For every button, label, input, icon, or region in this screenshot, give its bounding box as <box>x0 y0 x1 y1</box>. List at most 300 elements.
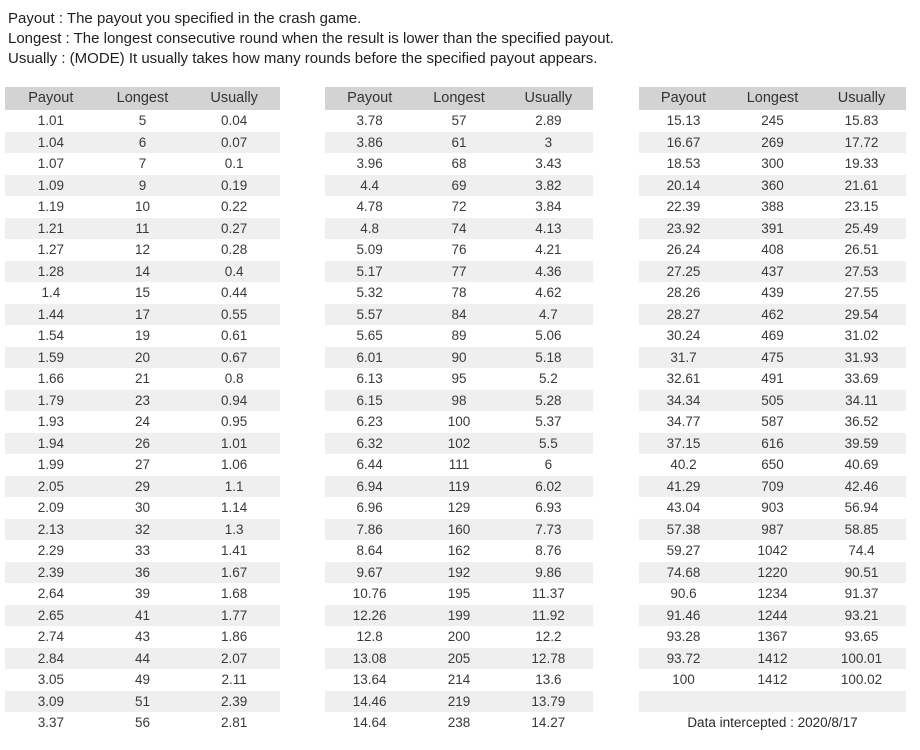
cell-usually: 74.4 <box>848 543 875 558</box>
table-row <box>639 476 906 498</box>
cell-payout: 34.77 <box>666 414 701 429</box>
cell-longest: 462 <box>728 304 817 326</box>
cell-usually: 1.41 <box>221 543 248 558</box>
column-header-usually: Usually <box>188 87 280 110</box>
cell-payout: 93.28 <box>666 629 701 644</box>
table-row <box>639 196 906 218</box>
table-row <box>639 669 906 691</box>
cell-payout: 9.67 <box>325 562 414 584</box>
cell-longest: 475 <box>728 347 817 369</box>
cell-usually: 5.18 <box>504 347 593 369</box>
table-row <box>639 519 906 541</box>
cell-payout: 34.34 <box>639 390 728 412</box>
table-row <box>325 669 593 691</box>
cell-payout: 15.13 <box>666 113 701 128</box>
table-row <box>639 390 906 412</box>
cell-payout: 2.65 <box>5 605 97 627</box>
cell-longest: 74 <box>414 218 503 240</box>
cell-usually: 1.14 <box>221 500 248 515</box>
cell-longest: 505 <box>728 390 817 412</box>
cell-usually: 0.95 <box>221 414 248 429</box>
cell-usually: 6 <box>544 457 553 472</box>
cell-payout: 3.78 <box>356 113 383 128</box>
cell-longest: 6 <box>97 132 189 154</box>
empty-cell <box>817 691 906 713</box>
cell-payout: 2.29 <box>37 543 64 558</box>
cell-longest: 68 <box>451 156 467 171</box>
empty-row <box>639 691 906 713</box>
table-row <box>325 626 593 648</box>
cell-longest: 650 <box>761 457 784 472</box>
cell-usually: 13.79 <box>504 691 593 713</box>
table-row <box>5 282 280 304</box>
cell-longest: 56 <box>134 715 150 730</box>
cell-usually: 0.67 <box>188 347 280 369</box>
table-row <box>5 325 280 347</box>
cell-longest: 192 <box>414 562 503 584</box>
table-row <box>325 454 593 476</box>
tables-container <box>0 87 920 734</box>
cell-longest: 90 <box>414 347 503 369</box>
cell-longest: 1367 <box>757 629 788 644</box>
table-row <box>639 239 906 261</box>
table-row <box>639 304 906 326</box>
cell-longest: 199 <box>414 605 503 627</box>
table-row <box>5 433 280 455</box>
cell-payout: 5.09 <box>356 242 383 257</box>
cell-longest: 14 <box>97 261 189 283</box>
cell-usually: 1.77 <box>188 605 280 627</box>
cell-payout: 6.32 <box>325 433 414 455</box>
cell-usually: 100.01 <box>817 648 906 670</box>
table-row <box>5 583 280 605</box>
cell-longest: 33 <box>134 543 150 558</box>
cell-usually: 1.68 <box>221 586 248 601</box>
cell-payout: 1.79 <box>5 390 97 412</box>
cell-usually: 3.82 <box>504 175 593 197</box>
cell-payout: 6.01 <box>325 347 414 369</box>
cell-longest: 388 <box>761 199 784 214</box>
cell-longest: 439 <box>761 285 784 300</box>
cell-payout: 22.39 <box>666 199 701 214</box>
cell-longest: 57 <box>451 113 467 128</box>
table-row <box>639 175 906 197</box>
cell-payout: 43.04 <box>666 500 701 515</box>
table-row <box>639 540 906 562</box>
header-row <box>5 87 280 110</box>
cell-usually: 25.49 <box>817 218 906 240</box>
cell-usually: 1.1 <box>188 476 280 498</box>
cell-longest: 160 <box>414 519 503 541</box>
cell-longest: 214 <box>447 672 471 687</box>
description <box>0 0 920 69</box>
table-row <box>325 261 593 283</box>
cell-longest: 119 <box>414 476 503 498</box>
cell-payout: 1.44 <box>5 304 97 326</box>
column-header-payout: Payout <box>5 87 97 110</box>
header-row <box>639 87 906 110</box>
cell-payout: 8.64 <box>356 543 383 558</box>
cell-payout: 6.94 <box>325 476 414 498</box>
cell-longest: 709 <box>728 476 817 498</box>
cell-usually: 15.83 <box>844 113 879 128</box>
cell-longest: 43 <box>134 629 150 644</box>
description-line-usually: Usually : (MODE) It usually takes how many rounds before the specified payout appears. <box>8 50 598 67</box>
table-row <box>5 132 280 154</box>
table-row <box>5 368 280 390</box>
cell-usually: 93.65 <box>844 629 879 644</box>
cell-longest: 17 <box>97 304 189 326</box>
cell-payout: 74.68 <box>639 562 728 584</box>
cell-longest: 26 <box>97 433 189 455</box>
payout-stats-table-3 <box>639 87 906 734</box>
table-row <box>5 562 280 584</box>
cell-longest: 10 <box>134 199 150 214</box>
cell-usually: 90.51 <box>817 562 906 584</box>
cell-longest: 72 <box>451 199 467 214</box>
cell-longest: 616 <box>728 433 817 455</box>
cell-payout: 3.05 <box>37 672 64 687</box>
cell-payout: 40.2 <box>670 457 697 472</box>
table-row <box>639 648 906 670</box>
cell-usually: 0.19 <box>188 175 280 197</box>
cell-usually: 0.28 <box>221 242 248 257</box>
cell-usually: 4.7 <box>504 304 593 326</box>
payout-stats-table-2 <box>325 87 593 734</box>
cell-payout: 27.25 <box>639 261 728 283</box>
column-header-longest: Longest <box>97 87 189 110</box>
cell-usually: 5.5 <box>504 433 593 455</box>
cell-longest: 205 <box>414 648 503 670</box>
cell-usually: 0.22 <box>221 199 248 214</box>
column-header-longest: Longest <box>728 87 817 110</box>
cell-usually: 0.27 <box>188 218 280 240</box>
table-row <box>325 218 593 240</box>
cell-usually: 100.02 <box>840 672 883 687</box>
cell-usually: 1.01 <box>188 433 280 455</box>
cell-payout: 5.65 <box>356 328 383 343</box>
table-row <box>639 605 906 627</box>
cell-payout: 31.7 <box>639 347 728 369</box>
cell-longest: 360 <box>728 175 817 197</box>
cell-payout: 28.26 <box>666 285 701 300</box>
cell-longest: 84 <box>414 304 503 326</box>
cell-longest: 1412 <box>757 672 788 687</box>
cell-longest: 29 <box>97 476 189 498</box>
cell-payout: 1.28 <box>5 261 97 283</box>
cell-longest: 129 <box>447 500 471 515</box>
table-row <box>5 411 280 433</box>
empty-cell <box>728 691 817 713</box>
cell-longest: 238 <box>447 715 471 730</box>
table-row <box>639 325 906 347</box>
cell-usually: 27.53 <box>817 261 906 283</box>
cell-payout: 12.26 <box>325 605 414 627</box>
table-row <box>325 347 593 369</box>
table-row <box>325 196 593 218</box>
cell-usually: 12.2 <box>535 629 562 644</box>
table-row <box>325 433 593 455</box>
table-row <box>639 153 906 175</box>
cell-usually: 0.1 <box>224 156 244 171</box>
cell-longest: 219 <box>414 691 503 713</box>
table-row <box>639 261 906 283</box>
table-row <box>639 110 906 132</box>
cell-usually: 5.06 <box>535 328 562 343</box>
description-line-payout: Payout : The payout you specified in the crash game. <box>8 10 362 27</box>
table-row <box>325 175 593 197</box>
table-row <box>325 110 593 132</box>
cell-usually: 6.02 <box>504 476 593 498</box>
cell-longest: 77 <box>414 261 503 283</box>
cell-payout: 23.92 <box>639 218 728 240</box>
cell-usually: 91.37 <box>844 586 879 601</box>
cell-usually: 0.04 <box>221 113 248 128</box>
cell-payout: 5.32 <box>356 285 383 300</box>
cell-payout: 1.66 <box>37 371 64 386</box>
cell-usually: 0.44 <box>221 285 248 300</box>
cell-usually: 9.86 <box>504 562 593 584</box>
cell-longest: 20 <box>97 347 189 369</box>
cell-payout: 10.76 <box>352 586 387 601</box>
cell-longest: 15 <box>134 285 150 300</box>
cell-longest: 300 <box>761 156 784 171</box>
cell-payout: 2.39 <box>5 562 97 584</box>
table-row <box>5 540 280 562</box>
cell-usually: 93.21 <box>817 605 906 627</box>
cell-payout: 1.09 <box>5 175 97 197</box>
cell-payout: 57.38 <box>639 519 728 541</box>
table-row <box>325 304 593 326</box>
table-row <box>325 605 593 627</box>
cell-usually: 2.07 <box>188 648 280 670</box>
cell-usually: 3.43 <box>535 156 562 171</box>
table-row <box>5 712 280 734</box>
table-row <box>325 497 593 519</box>
table-row <box>5 175 280 197</box>
cell-usually: 31.02 <box>844 328 879 343</box>
cell-usually: 1.06 <box>221 457 248 472</box>
cell-payout: 4.8 <box>325 218 414 240</box>
table-row <box>5 110 280 132</box>
cell-longest: 111 <box>448 457 470 472</box>
cell-payout: 14.64 <box>352 715 387 730</box>
cell-longest: 7 <box>138 156 147 171</box>
cell-payout: 3.09 <box>5 691 97 713</box>
cell-usually: 26.51 <box>844 242 879 257</box>
cell-payout: 2.74 <box>37 629 64 644</box>
table-row <box>5 304 280 326</box>
cell-usually: 5.2 <box>538 371 558 386</box>
cell-longest: 1412 <box>728 648 817 670</box>
cell-longest: 9 <box>97 175 189 197</box>
cell-usually: 0.61 <box>221 328 248 343</box>
cell-longest: 98 <box>414 390 503 412</box>
cell-payout: 16.67 <box>639 132 728 154</box>
table-row <box>325 239 593 261</box>
cell-usually: 6.93 <box>535 500 562 515</box>
cell-payout: 59.27 <box>666 543 701 558</box>
table-row <box>5 691 280 713</box>
table-row <box>639 626 906 648</box>
cell-usually: 42.46 <box>817 476 906 498</box>
table-row <box>639 347 906 369</box>
table-row <box>325 325 593 347</box>
cell-longest: 200 <box>447 629 471 644</box>
cell-payout: 1.07 <box>37 156 64 171</box>
cell-usually: 29.54 <box>817 304 906 326</box>
cell-payout: 13.64 <box>352 672 387 687</box>
cell-longest: 21 <box>134 371 150 386</box>
cell-longest: 102 <box>414 433 503 455</box>
table-row <box>325 368 593 390</box>
cell-longest: 23 <box>97 390 189 412</box>
table-row <box>325 540 593 562</box>
cell-longest: 100 <box>447 414 471 429</box>
cell-usually: 1.86 <box>221 629 248 644</box>
cell-usually: 4.62 <box>535 285 562 300</box>
cell-usually: 23.15 <box>844 199 879 214</box>
table-row <box>325 583 593 605</box>
column-header-payout: Payout <box>639 87 728 110</box>
cell-longest: 30 <box>134 500 150 515</box>
cell-payout: 2.05 <box>5 476 97 498</box>
cell-usually: 4.13 <box>504 218 593 240</box>
cell-payout: 4.78 <box>356 199 383 214</box>
table-row <box>639 282 906 304</box>
table-row <box>325 691 593 713</box>
cell-payout: 1.4 <box>41 285 61 300</box>
cell-payout: 28.27 <box>639 304 728 326</box>
table-row <box>5 605 280 627</box>
cell-usually: 0.55 <box>188 304 280 326</box>
cell-usually: 2.11 <box>221 672 247 687</box>
cell-usually: 31.93 <box>817 347 906 369</box>
data-intercepted-note: Data intercepted : 2020/8/17 <box>639 712 906 734</box>
cell-usually: 36.52 <box>844 414 879 429</box>
cell-payout: 1.04 <box>5 132 97 154</box>
cell-usually: 17.72 <box>817 132 906 154</box>
cell-payout: 32.61 <box>666 371 701 386</box>
cell-longest: 44 <box>97 648 189 670</box>
cell-payout: 3.86 <box>325 132 414 154</box>
cell-payout: 30.24 <box>666 328 701 343</box>
cell-payout: 6.13 <box>356 371 383 386</box>
cell-payout: 6.15 <box>325 390 414 412</box>
cell-payout: 2.64 <box>37 586 64 601</box>
cell-payout: 18.53 <box>666 156 701 171</box>
cell-longest: 32 <box>97 519 189 541</box>
cell-payout: 1.93 <box>37 414 64 429</box>
table-row <box>325 712 593 734</box>
table-row <box>325 648 593 670</box>
cell-usually: 3.84 <box>535 199 562 214</box>
table-row <box>5 390 280 412</box>
table-row <box>639 132 906 154</box>
cell-usually: 0.4 <box>188 261 280 283</box>
cell-usually: 1.3 <box>188 519 280 541</box>
cell-usually: 33.69 <box>844 371 879 386</box>
cell-usually: 5.37 <box>535 414 562 429</box>
empty-cell <box>639 691 728 713</box>
cell-usually: 5.28 <box>504 390 593 412</box>
table-row <box>5 519 280 541</box>
cell-longest: 24 <box>134 414 150 429</box>
cell-longest: 36 <box>97 562 189 584</box>
table-row <box>325 390 593 412</box>
cell-usually: 4.36 <box>504 261 593 283</box>
table-row <box>639 454 906 476</box>
table-row <box>325 153 593 175</box>
cell-longest: 408 <box>761 242 784 257</box>
cell-usually: 34.11 <box>817 390 906 412</box>
footer-row <box>639 712 906 734</box>
cell-usually: 21.61 <box>817 175 906 197</box>
cell-longest: 245 <box>761 113 784 128</box>
cell-usually: 3 <box>504 132 593 154</box>
cell-payout: 3.37 <box>37 715 64 730</box>
table-row <box>5 196 280 218</box>
table-row <box>5 476 280 498</box>
cell-longest: 269 <box>728 132 817 154</box>
cell-usually: 8.76 <box>535 543 562 558</box>
cell-longest: 89 <box>451 328 467 343</box>
cell-payout: 12.8 <box>356 629 383 644</box>
cell-payout: 1.94 <box>5 433 97 455</box>
cell-payout: 2.09 <box>37 500 64 515</box>
table-row <box>639 218 906 240</box>
table-row <box>325 282 593 304</box>
cell-longest: 78 <box>451 285 467 300</box>
table-row <box>639 411 906 433</box>
table-row <box>5 669 280 691</box>
cell-usually: 39.59 <box>817 433 906 455</box>
cell-longest: 51 <box>97 691 189 713</box>
cell-longest: 19 <box>134 328 150 343</box>
cell-longest: 61 <box>414 132 503 154</box>
cell-payout: 7.86 <box>325 519 414 541</box>
cell-longest: 49 <box>134 672 150 687</box>
cell-usually: 40.69 <box>844 457 879 472</box>
cell-usually: 11.37 <box>531 586 565 601</box>
cell-longest: 12 <box>134 242 150 257</box>
cell-payout: 1.59 <box>5 347 97 369</box>
table-row <box>5 626 280 648</box>
cell-usually: 27.55 <box>844 285 879 300</box>
cell-payout: 6.23 <box>356 414 383 429</box>
cell-longest: 587 <box>761 414 784 429</box>
cell-usually: 58.85 <box>817 519 906 541</box>
cell-longest: 987 <box>728 519 817 541</box>
cell-usually: 2.39 <box>188 691 280 713</box>
cell-longest: 903 <box>761 500 784 515</box>
description-line-longest: Longest : The longest consecutive round when the result is lower than the specified payout. <box>8 30 614 47</box>
cell-usually: 2.89 <box>535 113 562 128</box>
table-row <box>5 454 280 476</box>
table-row <box>639 583 906 605</box>
table-row <box>325 411 593 433</box>
table-row <box>5 497 280 519</box>
table-row <box>5 239 280 261</box>
cell-payout: 1.27 <box>37 242 64 257</box>
cell-payout: 1.19 <box>37 199 64 214</box>
cell-payout: 6.44 <box>356 457 383 472</box>
table-row <box>639 368 906 390</box>
cell-payout: 20.14 <box>639 175 728 197</box>
cell-usually: 13.6 <box>535 672 562 687</box>
table-row <box>5 648 280 670</box>
cell-usually: 19.33 <box>844 156 879 171</box>
